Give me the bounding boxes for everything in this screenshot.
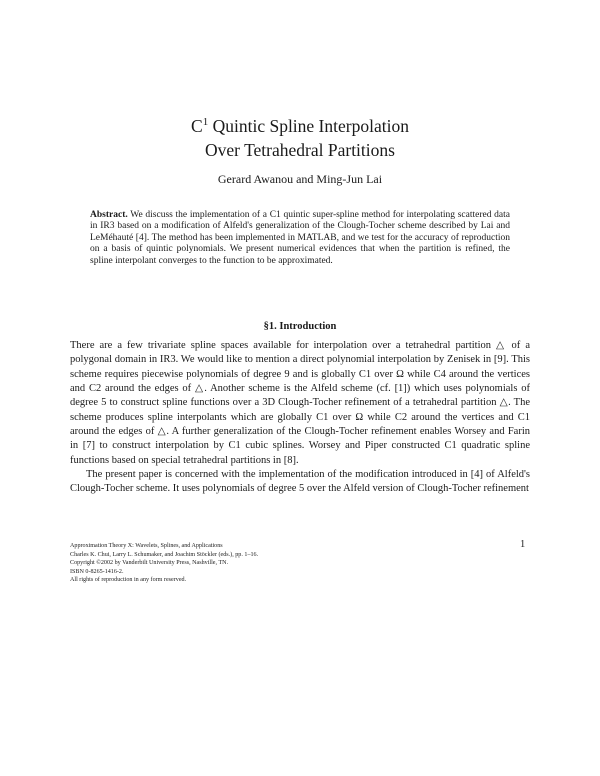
footer-line: ISBN 0-8265-1416-2. (70, 568, 124, 575)
abstract-label: Abstract. (90, 210, 128, 220)
abstract (90, 210, 510, 267)
section-heading: §1. Introduction (263, 321, 337, 332)
footer-line: Approximation Theory X: Wavelets, Splines, and Applications (70, 543, 223, 549)
footer-line: All rights of reproduction in any form reserved. (70, 577, 187, 584)
authors: Gerard Awanou and Ming-Jun Lai (217, 172, 383, 186)
copyright-footer (70, 542, 530, 585)
paper-title (0, 110, 600, 162)
abstract-text: We discuss the implementation of a C1 quintic super-spline method for interpolating scattered data in IR3 based on a modification of Alfeld's generalization of the Clough-Tocher scheme described by Lai and LeMéhauté [4]. The method has been implemented in MATLAB, and we test for the accuracy of reproduction on a basis of quintic polynomials. We present numerical evidences that when the partition is refined, the spline interpolant converges to the function to be approximated. (90, 210, 510, 266)
title-line1: $C^1$ Quintic Spline Interpolation (191, 115, 409, 136)
body-text (70, 339, 530, 497)
title-line2: Over Tetrahedral Partitions (205, 139, 395, 160)
footer-line: Charles K. Chui, Larry L. Schumaker, and Joachim Stöckler (eds.), pp. 1–16. (70, 551, 259, 558)
footer-line: Copyright ©2002 by Vanderbilt University Press, Nashville, TN. (70, 560, 229, 567)
page-number: 1 (520, 539, 526, 550)
paragraph: The present paper is concerned with the implementation of the modification introduced in [4] of Alfeld's Clough-Tocher scheme. It uses polynomials of degree 5 over the Alfeld version of Clough-Tocher refinement (70, 469, 530, 495)
paragraph: There are a few trivariate spline spaces available for interpolation over a tetrahedral partition △ of a polygonal domain in IR3. We would like to mention a direct polynomial interpolation by Zenisek in [9]. This scheme requires piecewise polynomials of degree 9 and is globally C1 over Ω while C4 around the vertices and C2 around the edges of △. Another scheme is the Alfeld scheme (cf. [1]) which uses polynomials of degree 5 to construct spline functions over a 3D Clough-Tocher refinement of a tetrahedral partition △. The scheme produces spline interpolants which are globally C1 over Ω while C2 around the vertices and C1 around the edges of △. A further generalization of the Clough-Tocher refinement enables Worsey and Farin in [7] to construct interpolation by C1 cubic splines. Worsey and Piper constructed C1 quadratic spline functions based on special tetrahedral partitions in [8]. (70, 340, 530, 466)
